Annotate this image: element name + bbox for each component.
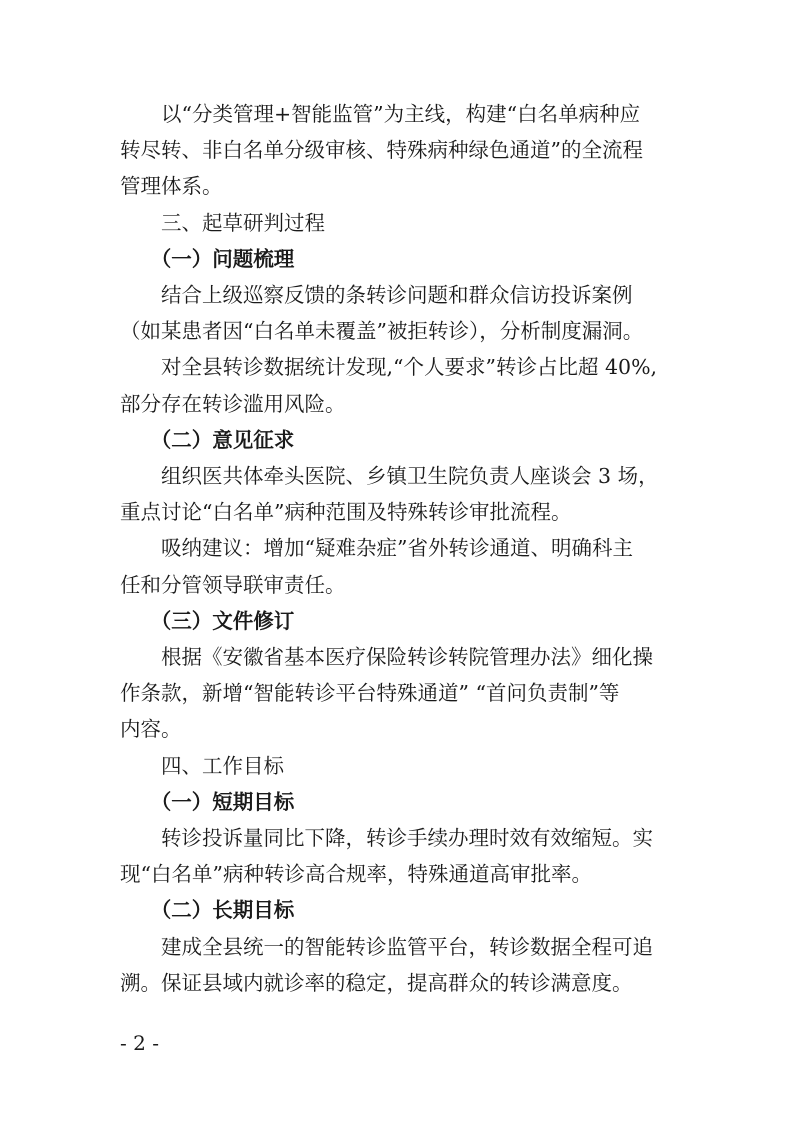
- paragraph-line: 吸纳建议：增加“疑难杂症”省外转诊通道、明确科主: [120, 536, 633, 561]
- paragraph-line: （如某患者因“白名单未覆盖”被拒转诊），分析制度漏洞。: [120, 319, 644, 344]
- paragraph-line: 溯。保证县域内就诊率的稳定，提高群众的转诊满意度。: [120, 970, 633, 995]
- page-number: - 2 -: [120, 1031, 159, 1055]
- paragraph-line: 根据《安徽省基本医疗保险转诊转院管理办法》细化操: [120, 645, 653, 669]
- section-heading: 三、起草研判过程: [120, 210, 325, 235]
- paragraph-line: 管理体系。: [120, 174, 223, 199]
- paragraph-line: 转诊投诉量同比下降，转诊手续办理时效有效缩短。实: [120, 826, 653, 850]
- paragraph-line: 任和分管领导联审责任。: [120, 572, 346, 597]
- subsection-heading: （三）文件修订: [120, 608, 295, 633]
- paragraph-line: 建成全县统一的智能转诊监管平台，转诊数据全程可追: [120, 934, 653, 959]
- paragraph-line: 结合上级巡察反馈的条转诊问题和群众信访投诉案例: [120, 283, 633, 307]
- paragraph-line: 以“分类管理+智能监管”为主线，构建“白名单病种应: [120, 102, 641, 126]
- subsection-heading: （一）问题梳理: [120, 246, 295, 271]
- paragraph-line: 部分存在转诊滥用风险。: [120, 391, 346, 416]
- paragraph-line: 作条款，新增“智能转诊平台特殊通道” “首问负责制”等: [120, 681, 620, 706]
- subsection-heading: （一）短期目标: [120, 789, 295, 814]
- paragraph-line: 现“白名单”病种转诊高合规率，特殊通道高审批率。: [120, 862, 592, 887]
- paragraph-line: 组织医共体牵头医院、乡镇卫生院负责人座谈会 3 场，: [120, 464, 659, 488]
- paragraph-line: 转尽转、非白名单分级审核、特殊病种绿色通道”的全流程: [120, 138, 643, 163]
- paragraph-line: 对全县转诊数据统计发现,“个人要求”转诊占比超 40%,: [120, 355, 658, 380]
- subsection-heading: （二）长期目标: [120, 898, 295, 923]
- paragraph-line: 重点讨论“白名单”病种范围及特殊转诊审批流程。: [120, 500, 572, 525]
- paragraph-line: 内容。: [120, 717, 182, 742]
- section-heading: 四、工作目标: [120, 753, 284, 778]
- subsection-heading: （二）意见征求: [120, 427, 295, 452]
